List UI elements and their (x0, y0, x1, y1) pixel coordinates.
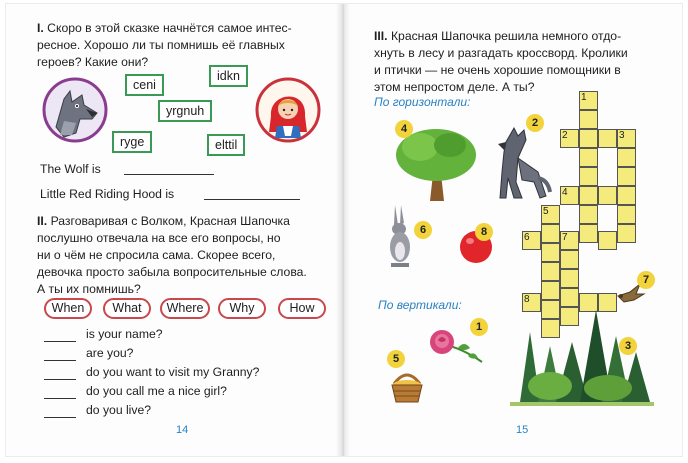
page-number-right: 15 (516, 424, 529, 436)
crossword-cell[interactable] (579, 205, 598, 224)
crossword-number-2: 2 (562, 130, 568, 141)
task-3-line-2: хнуть в лесу и разгадать кроссворд. Кролики (374, 46, 628, 60)
crossword-cell[interactable] (617, 205, 636, 224)
wolf-portrait-icon (42, 75, 108, 145)
hood-answer-line[interactable] (204, 199, 300, 200)
clue-badge-8: 8 (475, 223, 493, 241)
task-2-text: Разговаривая с Волком, Красная Шапочка (50, 214, 290, 228)
clue-badge-4: 4 (395, 120, 413, 138)
page-number-left: 14 (176, 424, 189, 436)
task-1-line-3: героев? Какие они? (37, 55, 149, 69)
riding-hood-portrait-icon (255, 76, 321, 146)
crossword-cell[interactable] (541, 243, 560, 262)
clue-badge-3: 3 (619, 337, 637, 355)
crossword-cell[interactable] (598, 231, 617, 250)
clue-badge-5: 5 (387, 350, 405, 368)
crossword-cell[interactable] (598, 186, 617, 205)
anagram-box-1: ceni (125, 74, 164, 96)
anagram-box-3: yrgnuh (158, 100, 212, 122)
crossword-number-7: 7 (562, 232, 568, 243)
rabbit-icon (385, 203, 415, 269)
sentence-5-blank[interactable] (44, 417, 76, 418)
task-1-number: I. (37, 21, 44, 35)
crossword-cell[interactable] (617, 167, 636, 186)
basket-icon (388, 368, 426, 406)
sentence-3-blank[interactable] (44, 379, 76, 380)
question-word-where: Where (160, 298, 210, 319)
question-word-what: What (103, 298, 151, 319)
hood-is-label: Little Red Riding Hood is (40, 187, 175, 201)
question-word-how: How (278, 298, 326, 319)
crossword-cell[interactable] (579, 110, 598, 129)
sentence-4-blank[interactable] (44, 398, 76, 399)
task-3-text: Красная Шапочка решила немного отдо- (390, 29, 622, 43)
sentence-4: do you call me a nice girl? (86, 384, 227, 398)
sentence-2: are you? (86, 346, 134, 360)
task-2-number: II. (37, 214, 48, 228)
clue-badge-7: 7 (637, 271, 655, 289)
crossword-cell[interactable] (579, 186, 598, 205)
forest-icon (510, 302, 654, 406)
crossword-cell[interactable] (617, 186, 636, 205)
task-2-line-1 (37, 213, 290, 230)
task-2-line-2: послушно отвечала на все его вопросы, но (37, 231, 281, 245)
crossword-number-6: 6 (524, 232, 530, 243)
crossword-number-5: 5 (543, 206, 549, 217)
task-3-number: III. (374, 29, 388, 43)
task-3-line-4: этом непростом деле. А ты? (374, 80, 535, 94)
crossword-cell[interactable] (560, 250, 579, 269)
book-gutter (336, 4, 350, 456)
crossword-cell[interactable] (579, 148, 598, 167)
task-2-line-3: ни о чём не спросила сама. Скорее всего, (37, 248, 276, 262)
down-label: По вертикали: (378, 298, 462, 312)
anagram-box-5: elttil (207, 134, 245, 156)
crossword-number-1: 1 (581, 92, 587, 103)
crossword-cell[interactable] (560, 269, 579, 288)
crossword-cell[interactable] (541, 262, 560, 281)
task-1-line-2: ресное. Хорошо ли ты помнишь её главных (37, 38, 285, 52)
across-label: По горизонтали: (374, 95, 471, 109)
task-3-line-1 (374, 28, 621, 45)
crossword-number-3: 3 (619, 130, 625, 141)
question-word-why: Why (218, 298, 266, 319)
crossword-cell[interactable] (541, 224, 560, 243)
crossword-number-8: 8 (524, 294, 530, 305)
crossword-cell[interactable] (579, 167, 598, 186)
sentence-5: do you live? (86, 403, 152, 417)
anagram-box-4: ryge (112, 131, 152, 153)
sentence-1-blank[interactable] (44, 341, 76, 342)
clue-badge-2: 2 (526, 114, 544, 132)
anagram-box-2: idkn (209, 65, 248, 87)
crossword-number-4: 4 (562, 187, 568, 198)
task-2-line-5: А ты их помнишь? (37, 282, 141, 296)
sentence-2-blank[interactable] (44, 360, 76, 361)
crossword-cell[interactable] (598, 129, 617, 148)
clue-badge-1: 1 (470, 318, 488, 336)
crossword-cell[interactable] (617, 148, 636, 167)
clue-badge-6: 6 (414, 221, 432, 239)
task-1-text: Скоро в этой сказке начнётся самое интес- (47, 21, 292, 35)
wolf-icon (496, 122, 552, 202)
sentence-1: is your name? (86, 327, 163, 341)
crossword-cell[interactable] (579, 224, 598, 243)
question-word-when: When (44, 298, 92, 319)
task-3-line-3: и птички — не очень хорошие помощники в (374, 63, 621, 77)
task-1-line-1 (37, 20, 292, 37)
wolf-is-label: The Wolf is (40, 162, 101, 176)
task-2-line-4: девочка просто забыла вопросительные слова. (37, 265, 307, 279)
crossword-cell[interactable] (579, 129, 598, 148)
wolf-answer-line[interactable] (124, 174, 214, 175)
crossword-cell[interactable] (617, 224, 636, 243)
crossword-cell[interactable] (541, 281, 560, 300)
sentence-3: do you want to visit my Granny? (86, 365, 260, 379)
